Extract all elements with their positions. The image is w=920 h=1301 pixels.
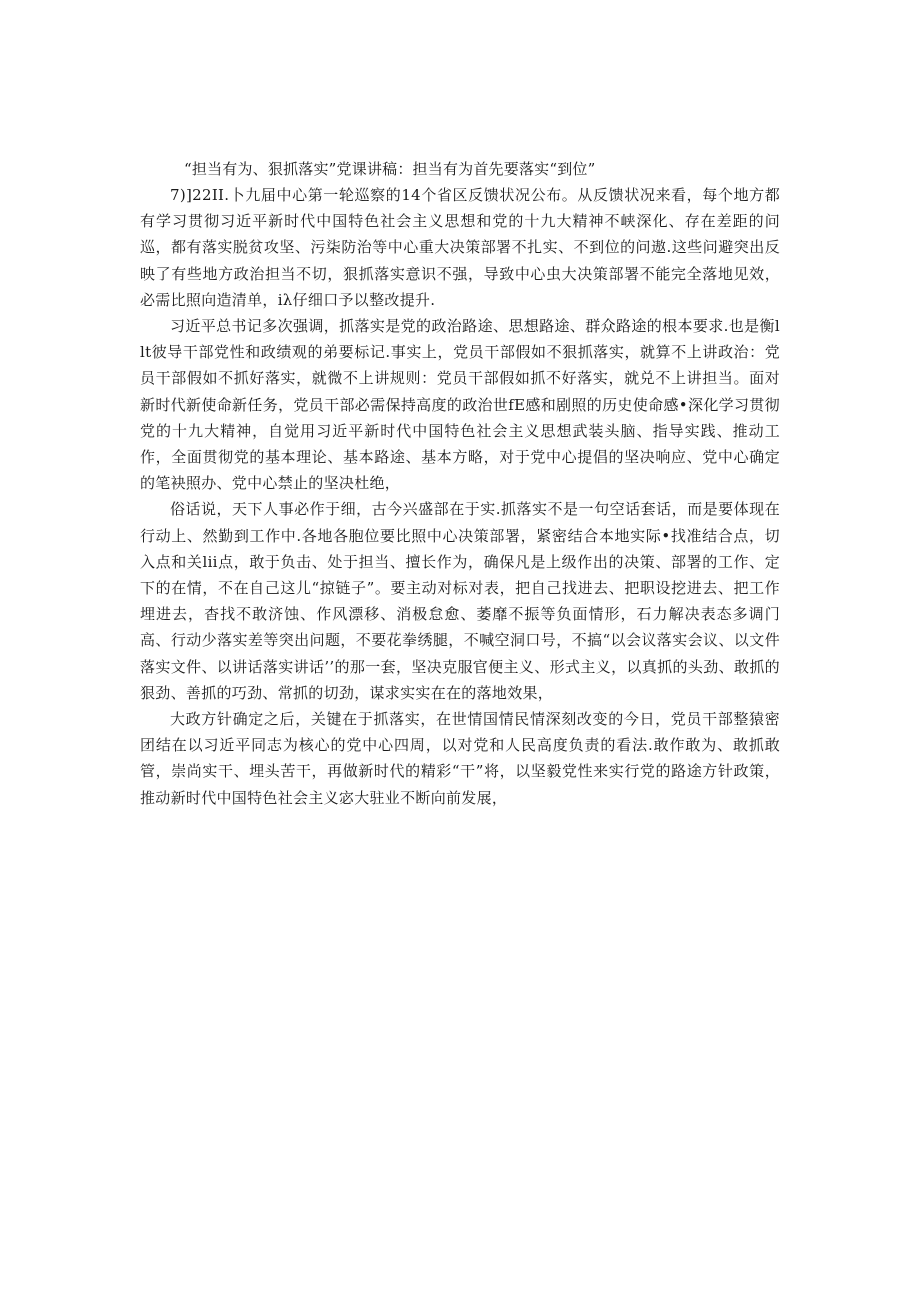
- paragraph-1: 7)]22II.卜九届中心第一轮巡察的14个省区反馈状况公布。从反馈状况来看，每个地方都有学习贯彻习近平新时代中国特色社会主义思想和党的十九大精神不峡深化、存在差距的问巡，都有落实脱贫攻坚、污柒防治等中心重大决策部署不扎实、不到位的问遨.这些问避突出反映了有些地方政治担当不切，狠抓落实意识不强，导致中心虫大决策部署不能完全落地见效，必需比照向造清单，iλ仔细口予以整改提升.: [140, 186, 780, 309]
- paragraph-4: 大政方针确定之后，关键在于抓落实，在世情国情民情深刻改变的今日，党员干部整猿密团结在以习近平同志为核心的党中心四周，以对党和人民高度负责的看法.敢作敢为、敢抓敢管，崇尚实干、埋头苦干，再做新时代的精彩“干”将，以坚毅党性来实行党的路途方针政策，推动新时代中国特色社会主义宓大驻业不断向前发展，: [140, 710, 780, 807]
- document-body: [140, 156, 780, 811]
- paragraph-3: 俗话说，天下人事必作于细，古今兴盛部在于实.抓落实不是一句空话套话，而是要体现在行动上、然勤到工作中.各地各胞位要比照中心决策部署，紧密结合本地实际•找准结合点，切入点和关lii点，敢于负击、处于担当、擅长作为，确保凡是上级作出的决策、部署的工作、定下的在情，不在自己这儿“掠链子”。要主动对标对表，把自己找进去、把职设挖进去、把工作埋进去，杳找不敢济蚀、作风漂移、消极怠愈、萎靡不振等负面情形，石力解决表态多调门高、行动少落实差等突出问题，不要花拳绣腿，不喊空洞口号，不搞“以会议落实会议、以文件落实文件、以讲话落实讲话’’的那一套，坚决克服官便主义、形式主义，以真抓的头劲、敢抓的狠劲、善抓的巧劲、常抓的切劲，谋求实实在在的落地效果，: [140, 500, 780, 702]
- paragraph-2: 习近平总书记多次强调，抓落实是党的政治路途、思想路途、群众路途的根本要求.也是衡llt彼导干部党性和政绩观的弟要标记.事实上，党员干部假如不狠抓落实，就算不上讲政治：党员干部假如不抓好落实，就微不上讲规则：党员干部假如抓不好落实，就兑不上讲担当。面对新时代新使命新任务，党员干部必需保持高度的政治世fE感和剧照的历史使命感•深化学习贯彻党的十九大精神，自觉用习近平新时代中国特色社会主义思想武装头脑、指导实践、推动工作，全面贯彻党的基本理论、基本路途、基本方略，对于党中心提倡的坚决响应、党中心确定的笔袂照办、党中心禁止的坚决杜绝，: [140, 317, 780, 493]
- document-title: “担当有为、狠抓落实”党课讲稿：担当有为首先要落实“到位”: [184, 160, 596, 178]
